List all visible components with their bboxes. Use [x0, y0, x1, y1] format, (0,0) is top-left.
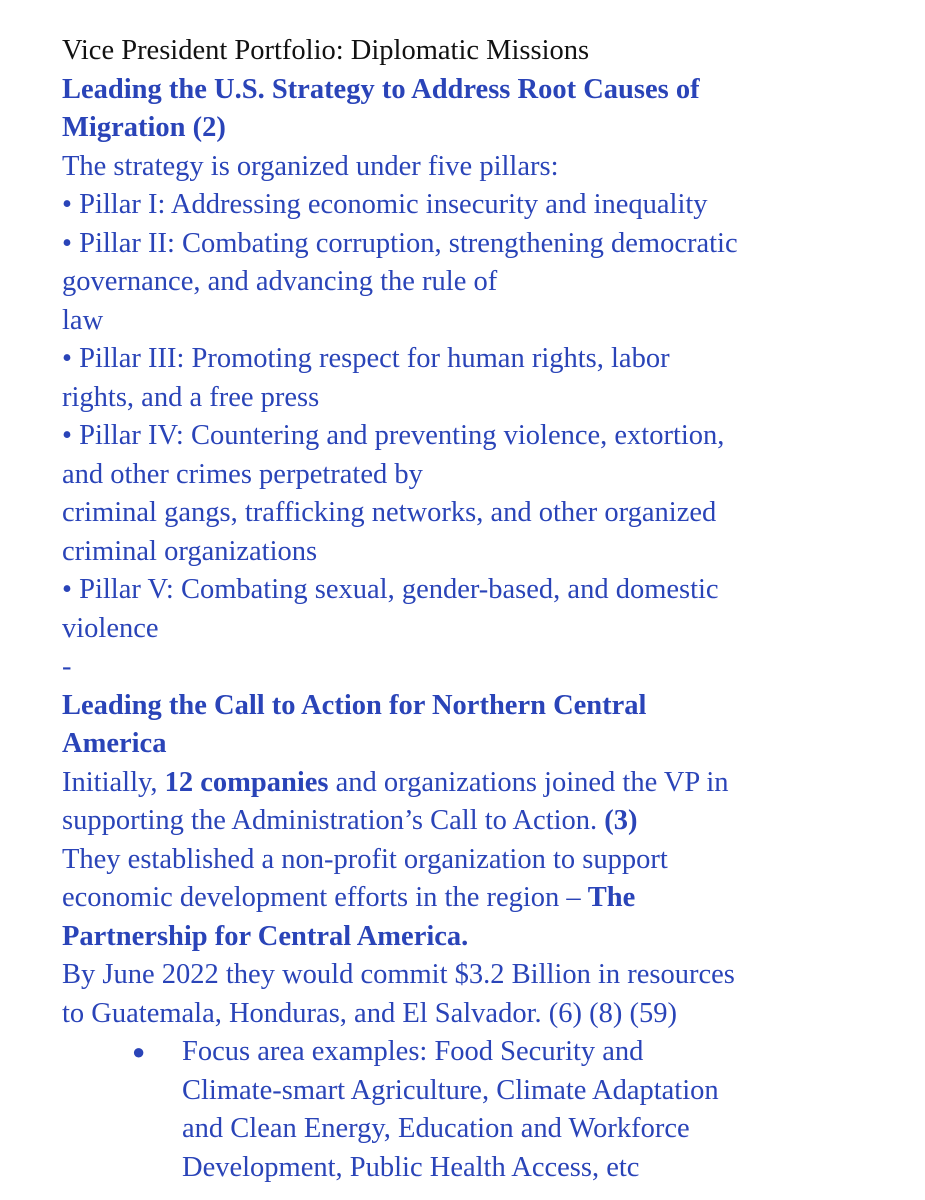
- paragraph-commitment-line2: to Guatemala, Honduras, and El Salvador. (6) (8) (59): [62, 997, 677, 1029]
- pillar-line: • Pillar II: Combating corruption, strengthening democratic: [62, 227, 738, 259]
- document-page: [62, 32, 912, 1187]
- highlight-companies: 12 companies: [164, 766, 329, 798]
- focus-line: Development, Public Health Access, etc: [182, 1151, 640, 1183]
- pillar-line: governance, and advancing the rule of: [62, 266, 498, 297]
- text-segment: supporting the Administration’s Call to Action.: [62, 805, 605, 836]
- text-segment: and organizations joined the VP in: [328, 766, 729, 798]
- focus-area-bullet: [62, 1033, 912, 1187]
- paragraph-commitment-line1: By June 2022 they would commit $3.2 Billion in resources: [62, 959, 735, 990]
- pillar-line: criminal gangs, trafficking networks, and other organized: [62, 497, 717, 528]
- highlight-partnership: The: [587, 882, 636, 913]
- text-segment: Initially,: [62, 766, 165, 798]
- focus-line: Climate-smart Agriculture, Climate Adaptation: [182, 1074, 719, 1106]
- paragraph-companies-line1: [62, 764, 912, 803]
- section1-heading-line1: Leading the U.S. Strategy to Address Root Causes of: [62, 73, 700, 105]
- pillar-line: and other crimes perpetrated by: [62, 458, 423, 490]
- reference-marker: (3): [604, 805, 638, 836]
- pillar-line: • Pillar I: Addressing economic insecurity and inequality: [62, 189, 708, 220]
- section-separator: -: [62, 651, 72, 682]
- bullet-dot-icon: ●: [132, 1039, 146, 1064]
- section1-heading-line2: Migration (2): [62, 112, 226, 143]
- pillar-line: • Pillar IV: Countering and preventing violence, extortion,: [62, 420, 725, 451]
- pillar-line: criminal organizations: [62, 535, 318, 567]
- pillar-line: • Pillar V: Combating sexual, gender-based, and domestic: [62, 574, 719, 605]
- text-segment: economic development efforts in the region –: [62, 882, 588, 913]
- pillar-line: • Pillar III: Promoting respect for human rights, labor: [62, 343, 670, 374]
- section2-heading-line2: America: [62, 728, 167, 759]
- focus-line: Focus area examples: Food Security and: [182, 1036, 644, 1067]
- pillar-line: rights, and a free press: [62, 381, 320, 413]
- paragraph-companies-line2: [62, 802, 912, 841]
- paragraph-nonprofit-line3: Partnership for Central America.: [62, 920, 469, 952]
- paragraph-nonprofit-line2: [62, 879, 912, 918]
- paragraph-nonprofit-line1: They established a non-profit organization to support: [62, 843, 668, 875]
- pillar-line: law: [62, 304, 104, 336]
- page-title: Vice President Portfolio: Diplomatic Missions: [62, 35, 590, 66]
- section2-heading-line1: Leading the Call to Action for Northern Central: [62, 689, 647, 721]
- section1-intro: The strategy is organized under five pillars:: [62, 150, 559, 182]
- focus-line: and Clean Energy, Education and Workforce: [182, 1113, 690, 1144]
- pillar-line: violence: [62, 612, 159, 644]
